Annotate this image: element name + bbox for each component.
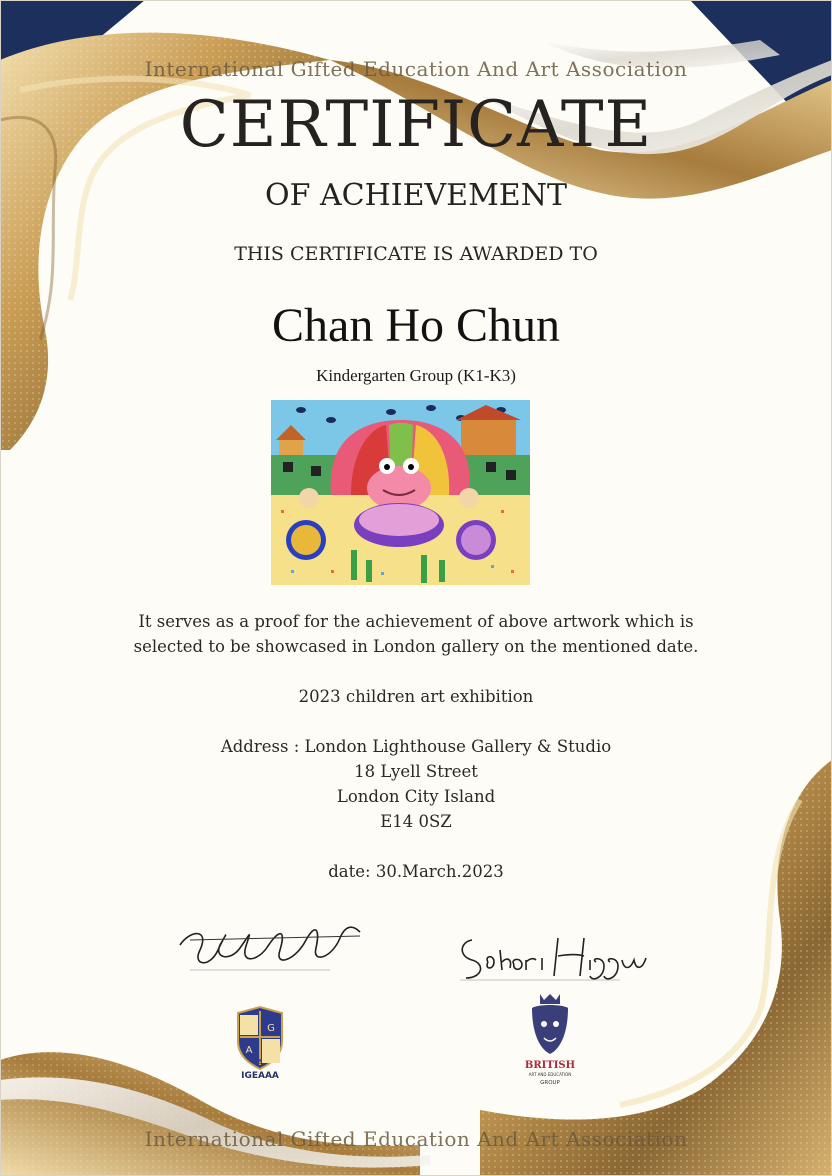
british-logo-sub2: GROUP [540, 1080, 560, 1086]
british-art-education-logo [508, 990, 592, 1090]
address-line-1: Address : London Lighthouse Gallery & Studio [220, 737, 612, 756]
british-logo-title: BRITISH [524, 1060, 576, 1071]
statement-line-2: selected to be showcased in London gallery on the mentioned date. [133, 637, 699, 656]
artwork-image [271, 400, 530, 585]
organization-name-top: International Gifted Education And Art Association [144, 57, 688, 81]
recipient-name: Chan Ho Chun [272, 299, 560, 352]
exhibition-date: date: 30.March.2023 [328, 862, 504, 881]
address-line-2: 18 Lyell Street [354, 762, 478, 781]
address-line-3: London City Island [336, 787, 496, 806]
igeaaa-logo-label: IGEAAA [241, 1071, 279, 1081]
statement-line-1: It serves as a proof for the achievement of above artwork which is [138, 612, 694, 631]
address-line-4: E14 0SZ [380, 812, 452, 831]
organization-name-bottom: International Gifted Education And Art Association [144, 1127, 688, 1151]
age-group: Kindergarten Group (K1-K3) [316, 366, 516, 385]
gold-ribbon-bottom-left [0, 1052, 430, 1176]
british-logo-sub1: ART AND EDUCATION [528, 1072, 572, 1077]
signature-left [170, 910, 370, 980]
awarded-to-line: THIS CERTIFICATE IS AWARDED TO [234, 243, 598, 265]
exhibition-name: 2023 children art exhibition [298, 687, 534, 706]
igeaaa-logo [228, 1003, 292, 1081]
logo-letter-a1: A [245, 1045, 253, 1056]
logo-letter-g: G [267, 1023, 275, 1034]
signature-right [450, 920, 650, 990]
certificate-subtitle: OF ACHIEVEMENT [265, 178, 567, 213]
certificate-title: CERTIFICATE [179, 88, 653, 162]
logo-letter-a2: A [257, 1058, 263, 1067]
